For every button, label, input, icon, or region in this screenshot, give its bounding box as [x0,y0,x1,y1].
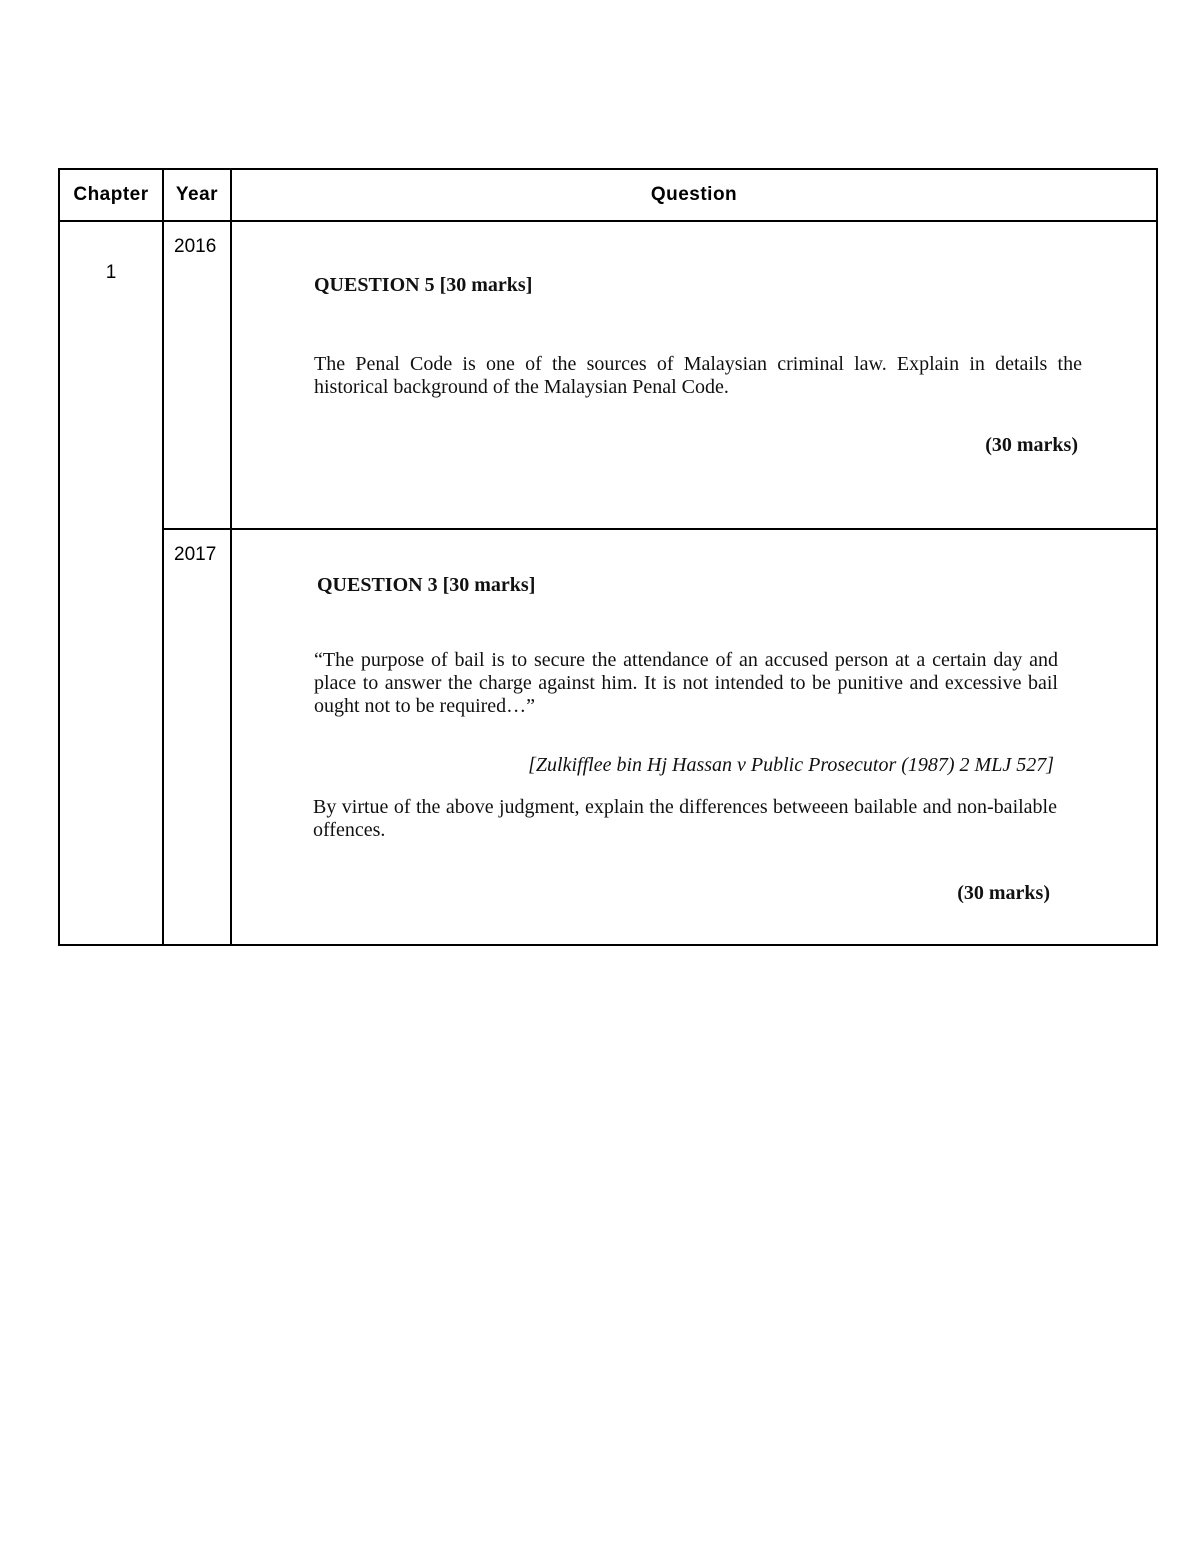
question-body: The Penal Code is one of the sources of Malaysian criminal law. Explain in details the historical background of the Malaysian Penal Code. [314,353,1082,398]
case-citation: [Zulkifflee bin Hj Hassan v Public Prosecutor (1987) 2 MLJ 527] [528,754,1054,776]
table-row [59,529,1157,945]
chapter-cell [59,221,163,945]
header-chapter: Chapter [59,169,163,221]
question-heading: QUESTION 5 [30 marks] [314,274,533,296]
question-cell [231,529,1157,945]
header-row [59,169,1157,221]
year-cell: 2016 [163,221,231,529]
header-question: Question [231,169,1157,221]
question-quote: “The purpose of bail is to secure the attendance of an accused person at a certain day and place to answer the charge against him. It is not intended to be punitive and excessive bail ought not to be required…” [314,649,1058,717]
chapter-number: 1 [105,262,117,283]
question-marks: (30 marks) [957,882,1050,904]
question-heading: QUESTION 3 [30 marks] [317,574,536,596]
question-body: By virtue of the above judgment, explain the differences betweeen bailable and non-bailable offences. [313,796,1057,841]
header-year: Year [163,169,231,221]
question-marks: (30 marks) [985,434,1078,456]
questions-table [58,168,1158,946]
year-cell: 2017 [163,529,231,945]
table-row [59,221,1157,529]
question-cell [231,221,1157,529]
